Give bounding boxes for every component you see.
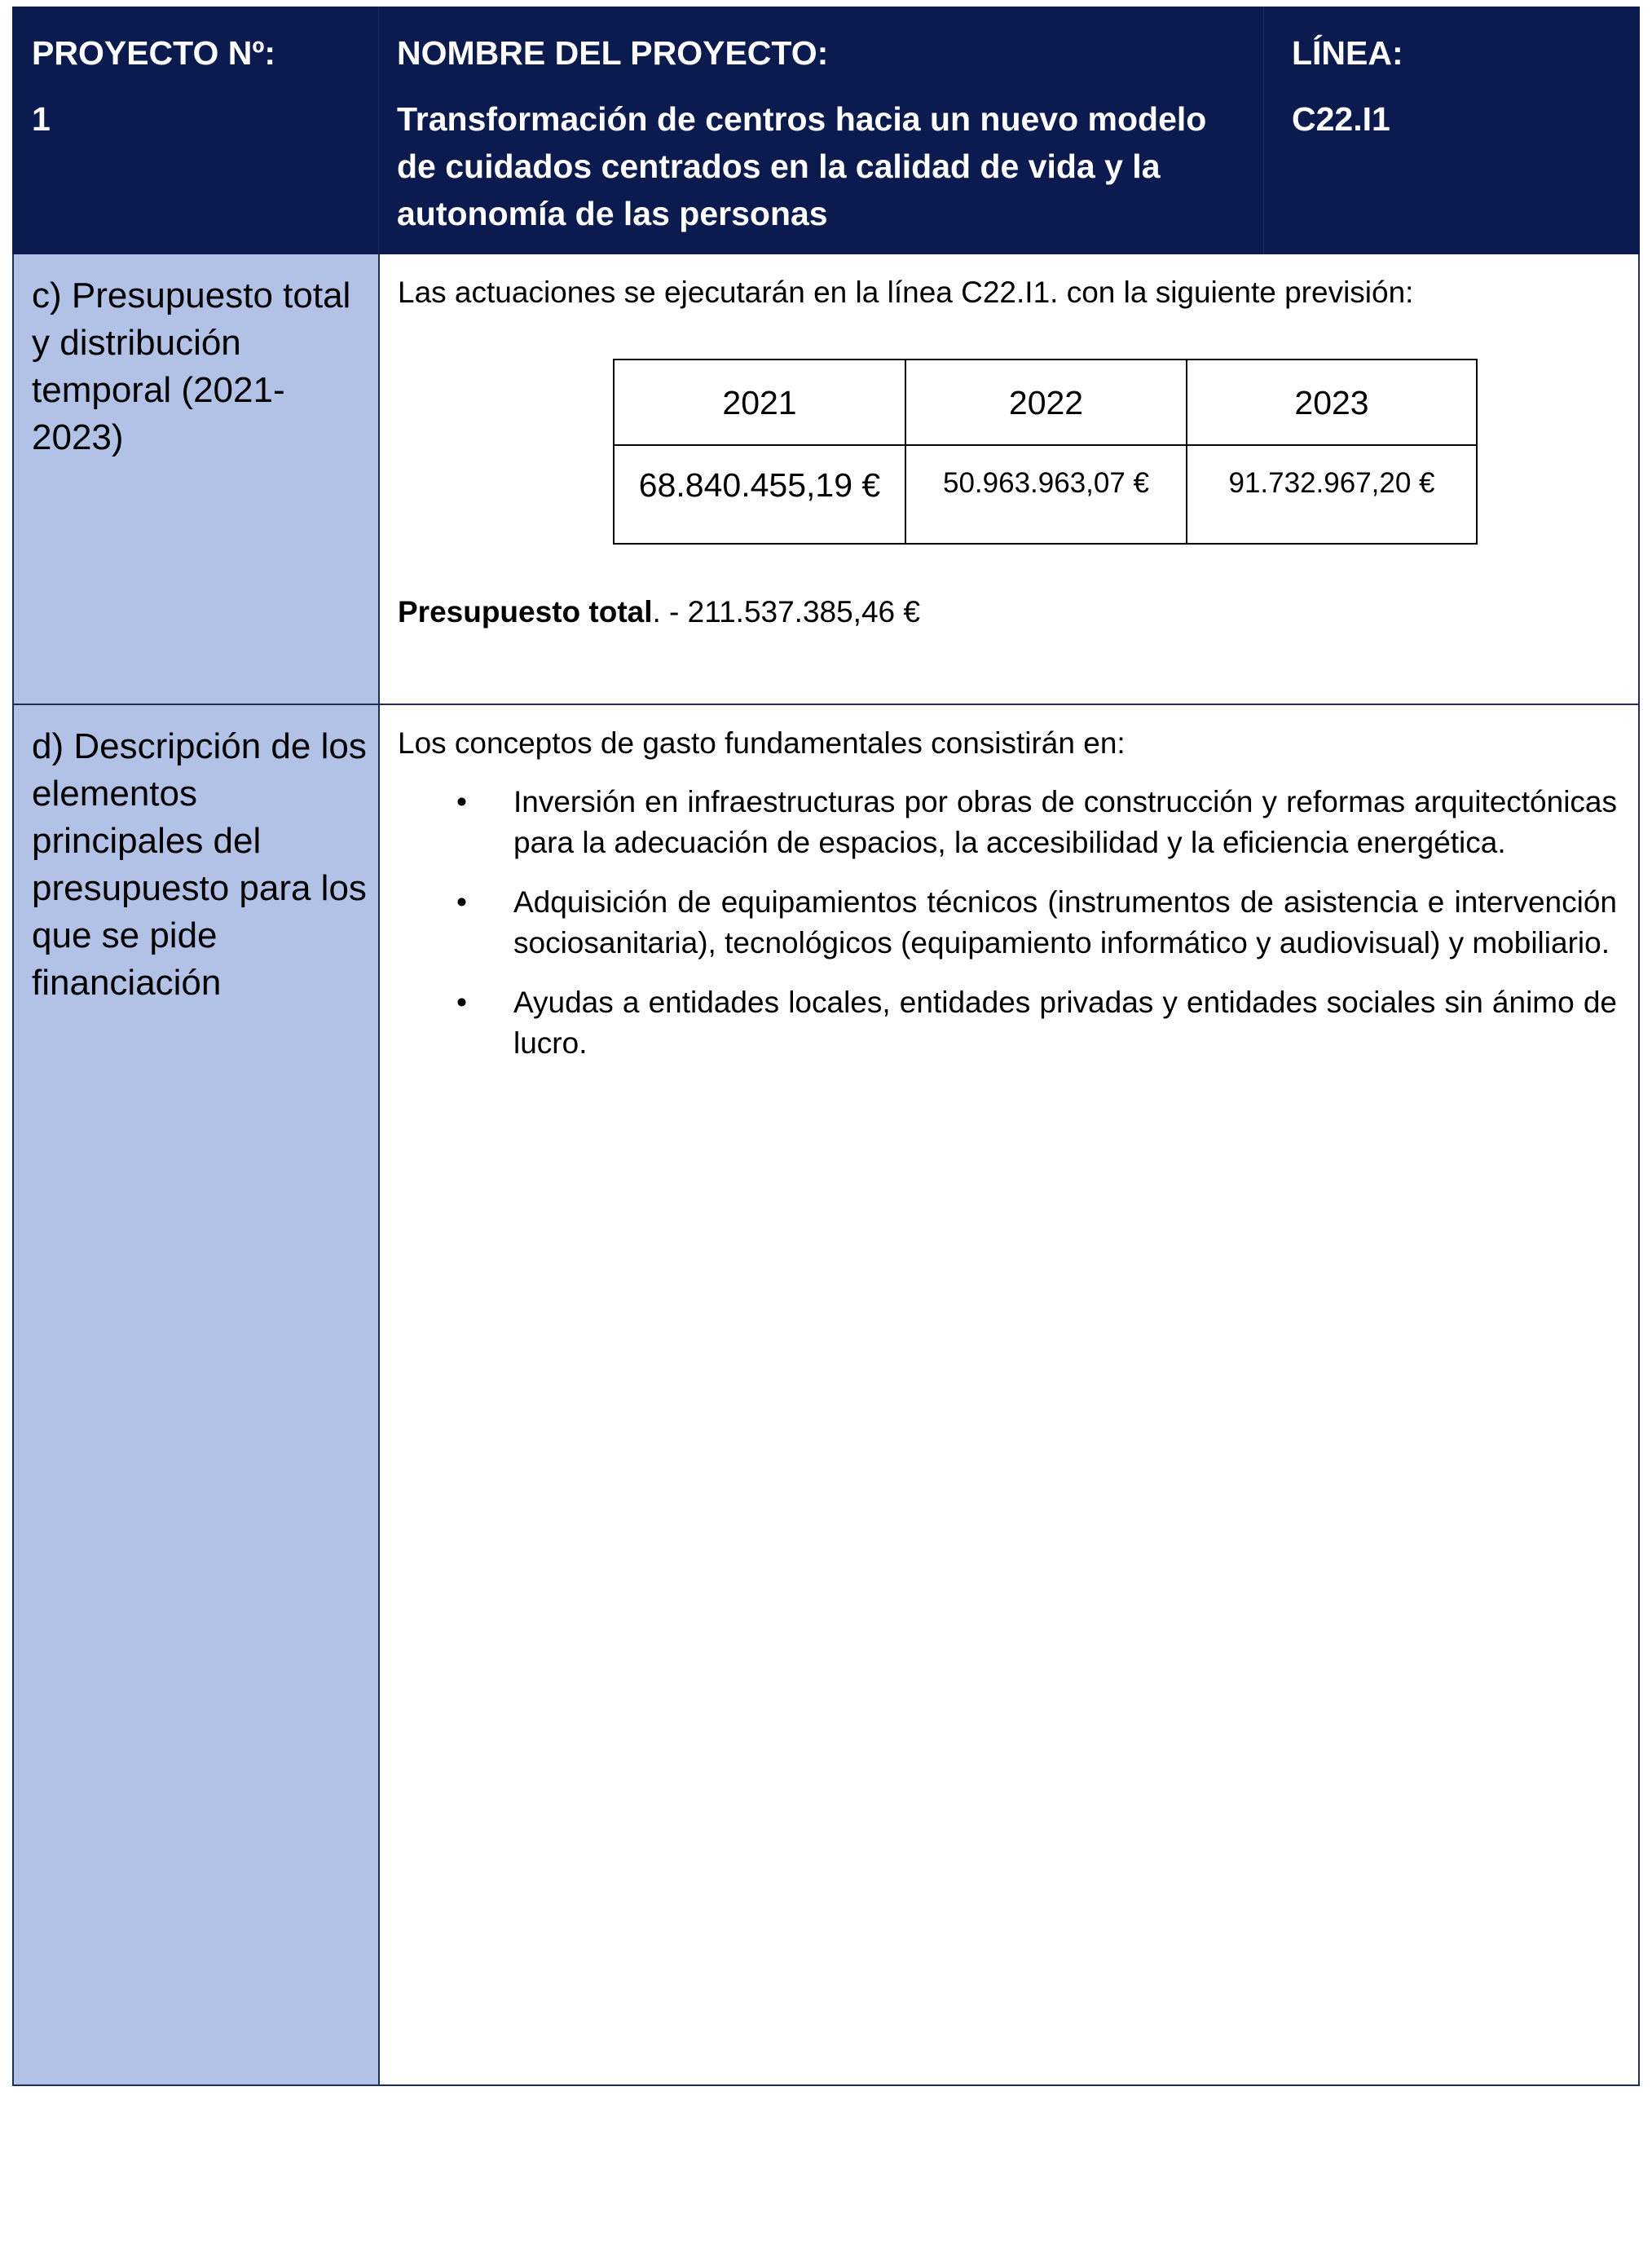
budget-table-amount-row xyxy=(614,445,1477,544)
budget-row-label: c) Presupuesto total y distribución temporal (2021-2023) xyxy=(14,254,380,704)
list-item-text: Ayudas a entidades locales, entidades privadas y entidades sociales sin ánimo de lucro. xyxy=(513,986,1617,1060)
list-item xyxy=(398,782,1617,863)
line-cell xyxy=(1263,7,1640,254)
description-row-label: d) Descripción de los elementos principales del presupuesto para los que se pide financiación xyxy=(14,705,380,2084)
bullet-icon: • xyxy=(456,885,467,919)
project-name-cell xyxy=(378,7,1263,254)
list-item-text: Inversión en infraestructuras por obras de construcción y reformas arquitectónicas para la adecuación de espacios, la accesibilidad y la eficiencia energética. xyxy=(513,785,1617,859)
project-number-label: PROYECTO Nº: xyxy=(32,34,275,72)
expense-concepts-list xyxy=(398,782,1617,1064)
year-2023-cell: 2023 xyxy=(1187,360,1477,445)
budget-intro-text: Las actuaciones se ejecutarán en la línea C22.I1. con la siguiente previsión: xyxy=(398,276,1414,309)
list-item-text: Adquisición de equipamientos técnicos (instrumentos de asistencia e intervención sociosanitaria), tecnológicos (equipamiento informático y audiovisual) y mobiliario. xyxy=(513,885,1617,959)
amount-2023-cell: 91.732.967,20 € xyxy=(1187,445,1477,544)
line-value: C22.I1 xyxy=(1292,100,1390,138)
bullet-icon: • xyxy=(456,785,467,818)
amount-2022-cell: 50.963.963,07 € xyxy=(905,445,1187,544)
budget-table-header-row xyxy=(614,360,1477,445)
line-label: LÍNEA: xyxy=(1292,34,1403,72)
description-row-content xyxy=(380,705,1638,2084)
budget-total-separator: . - xyxy=(652,595,688,629)
budget-total-value: 211.537.385,46 € xyxy=(687,595,920,629)
project-name-value: Transformación de centros hacia un nuevo modelo de cuidados centrados en la calidad de vida y la autonomía de las personas xyxy=(397,100,1207,232)
description-row xyxy=(12,705,1640,2086)
year-2022-cell: 2022 xyxy=(905,360,1187,445)
budget-table xyxy=(613,359,1478,545)
project-name-label: NOMBRE DEL PROYECTO: xyxy=(397,34,829,72)
list-item xyxy=(398,882,1617,964)
list-item xyxy=(398,982,1617,1064)
project-header xyxy=(12,7,1640,254)
project-number-value: 1 xyxy=(32,100,51,138)
budget-total-label: Presupuesto total xyxy=(398,595,653,629)
budget-row-content xyxy=(380,254,1638,704)
year-2021-cell: 2021 xyxy=(614,360,905,445)
budget-total-line xyxy=(398,592,920,633)
amount-2021-cell: 68.840.455,19 € xyxy=(614,445,905,544)
bullet-icon: • xyxy=(456,986,467,1019)
budget-row xyxy=(12,254,1640,705)
project-number-cell xyxy=(12,7,378,254)
description-intro-text: Los conceptos de gasto fundamentales consistirán en: xyxy=(398,726,1126,760)
